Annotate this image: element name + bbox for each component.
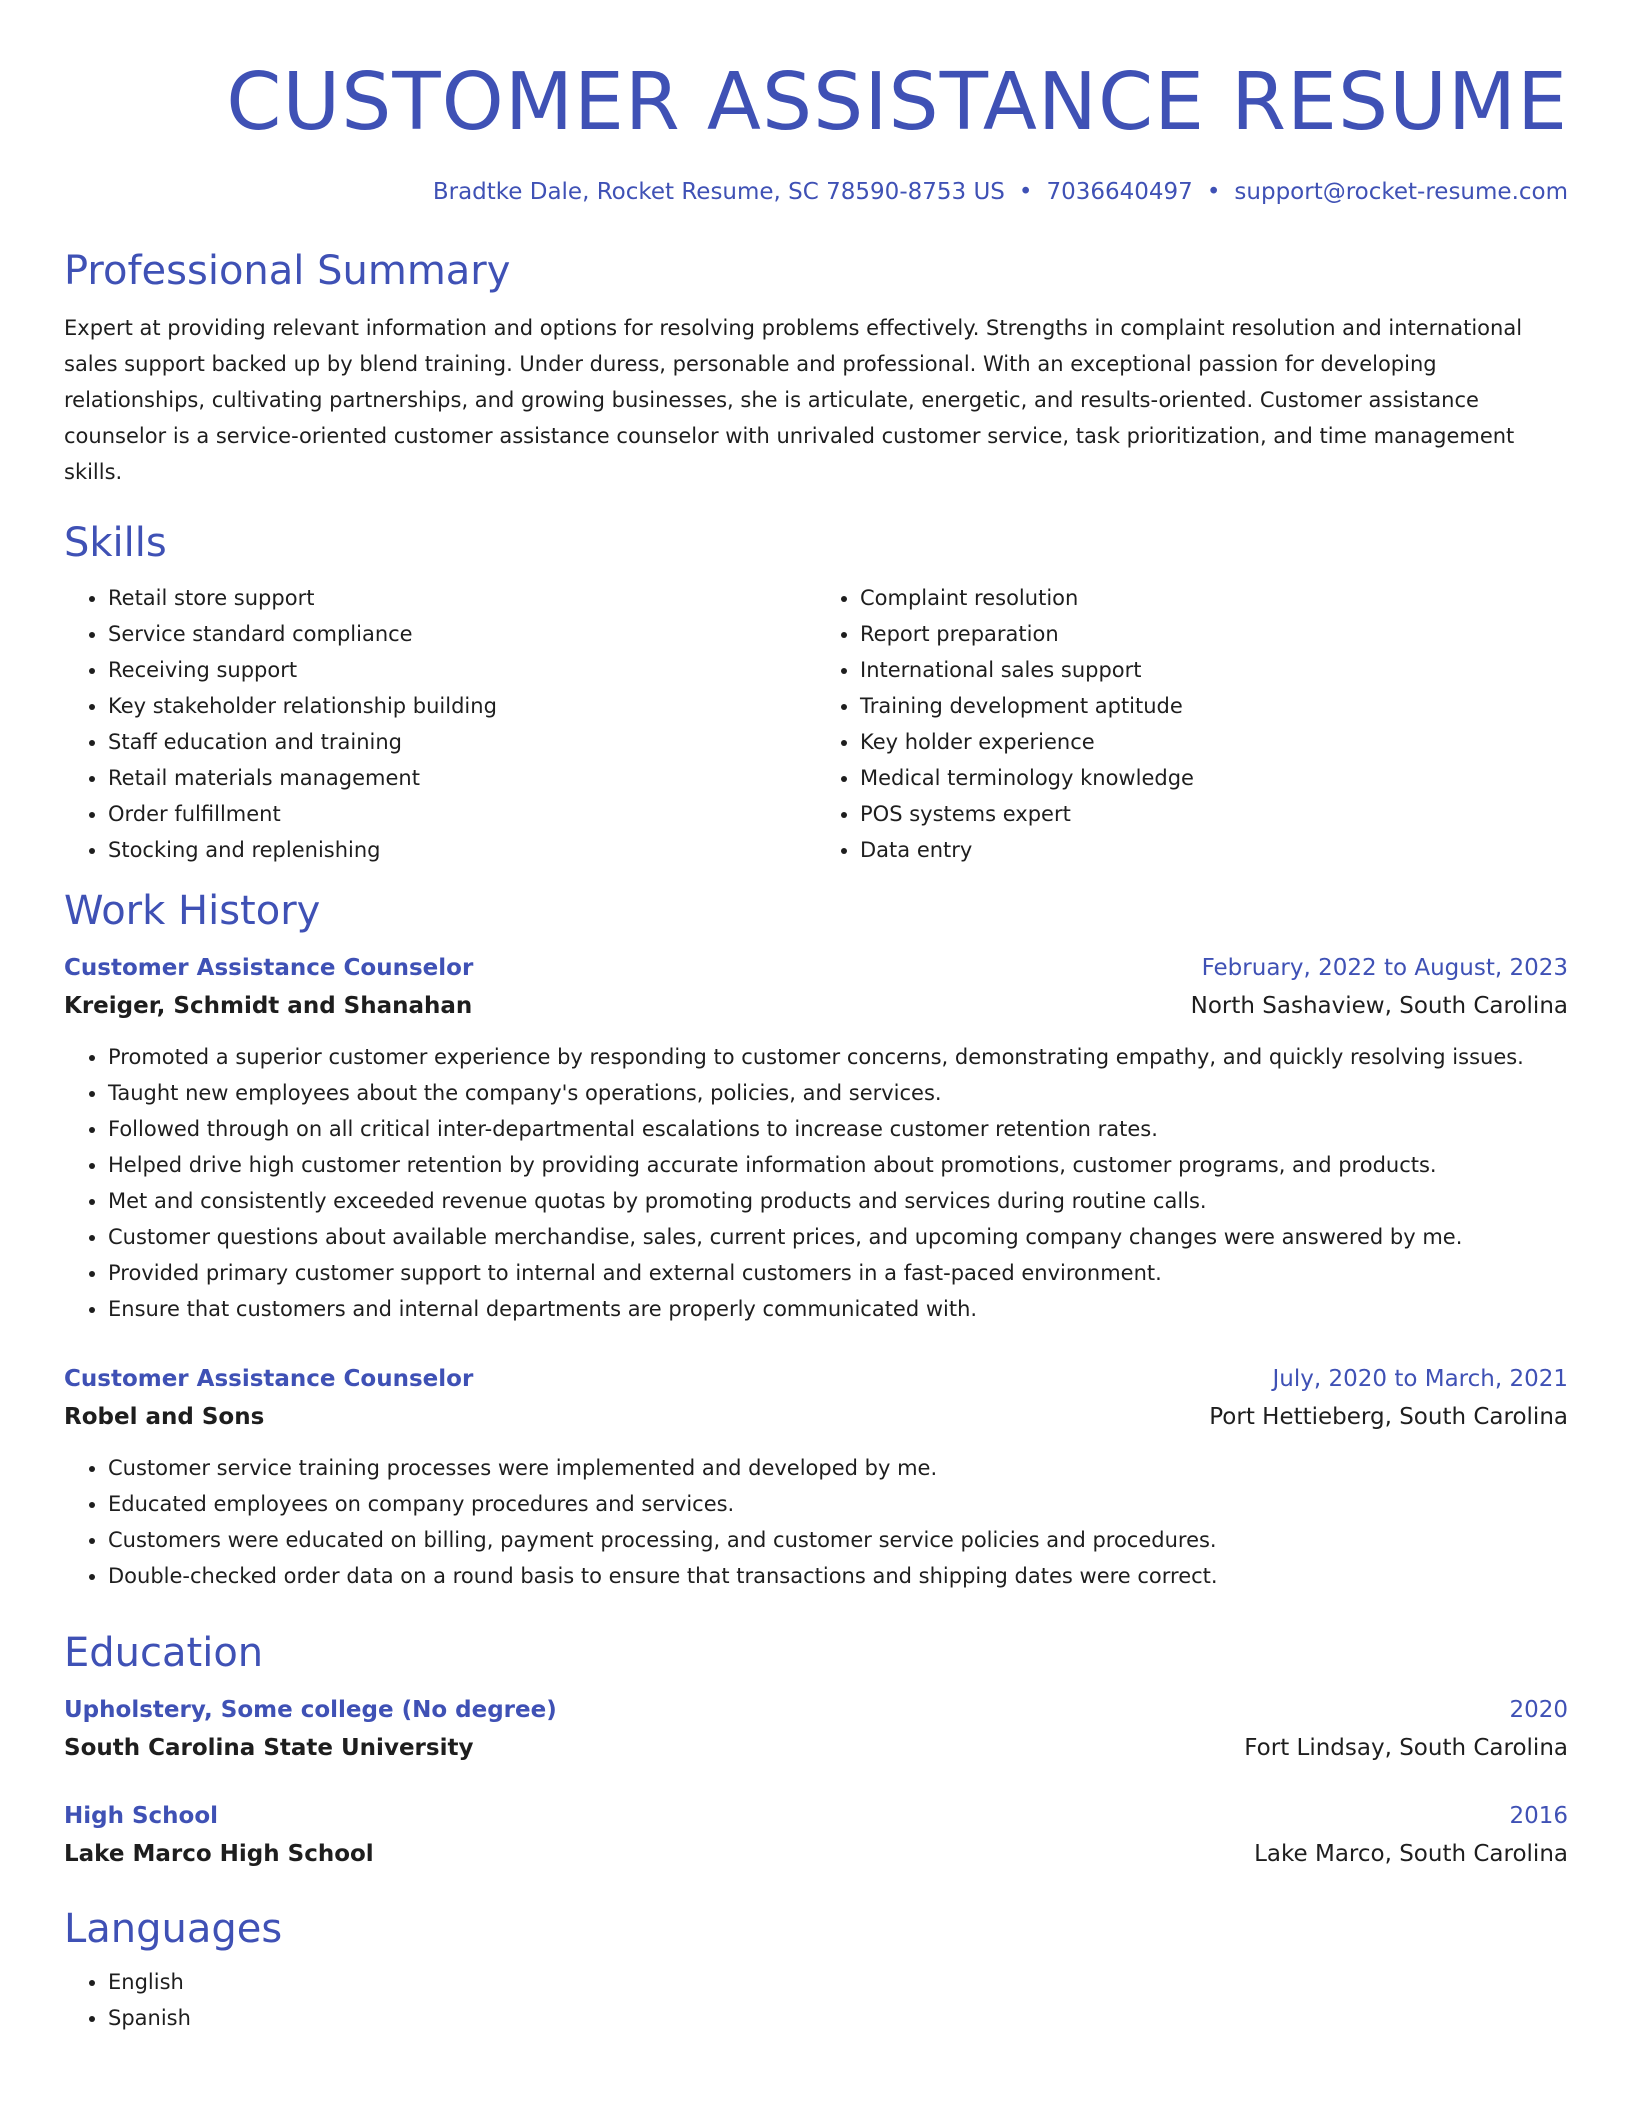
job-dates: July, 2020 to March, 2021 — [1272, 1366, 1568, 1392]
education-entry — [64, 1798, 1568, 1874]
job-subheader — [64, 1397, 1568, 1437]
job-bullet: • Helped drive high customer retention by providing accurate information about promotions, customer programs, and products. — [108, 1147, 1568, 1183]
skill-item: • Report preparation — [860, 616, 1568, 652]
job-bullets — [64, 1450, 1568, 1594]
contact-separator: • — [1018, 179, 1033, 205]
contact-email[interactable]: support@rocket-resume.com — [1234, 179, 1568, 205]
skills-heading: Skills — [64, 520, 167, 566]
job-subheader — [64, 986, 1568, 1026]
job-bullet: • Followed through on all critical inter-departmental escalations to increase customer retention rates. — [108, 1111, 1568, 1147]
education-location: Fort Lindsay, South Carolina — [1244, 1735, 1568, 1761]
job-bullet: • Met and consistently exceeded revenue quotas by promoting products and services during routine calls. — [108, 1183, 1568, 1219]
education-entry — [64, 1692, 1568, 1768]
skill-item: • Retail materials management — [108, 760, 816, 796]
education-header — [64, 1798, 1568, 1834]
job-bullet: • Promoted a superior customer experience by responding to customer concerns, demonstrating empathy, and quickly resolving issues. — [108, 1039, 1568, 1075]
job-bullet: • Customer questions about available merchandise, sales, current prices, and upcoming company changes were answered by me. — [108, 1219, 1568, 1255]
resume-title: CUSTOMER ASSISTANCE RESUME — [226, 56, 1568, 148]
skill-item: • Key stakeholder relationship building — [108, 688, 816, 724]
job-location: Port Hettieberg, South Carolina — [1209, 1404, 1568, 1430]
education-heading: Education — [64, 1630, 264, 1676]
skill-item: • Complaint resolution — [860, 580, 1568, 616]
languages-list — [64, 1964, 1568, 2036]
job-bullet: • Ensure that customers and internal departments are properly communicated with. — [108, 1291, 1568, 1327]
job-header — [64, 1361, 1568, 1397]
work-history-heading: Work History — [64, 888, 321, 934]
education-header — [64, 1692, 1568, 1728]
education-degree: High School — [64, 1803, 219, 1829]
language-item: • Spanish — [108, 2000, 1568, 2036]
skill-item: • Staff education and training — [108, 724, 816, 760]
job-bullet: • Customers were educated on billing, payment processing, and customer service policies and procedures. — [108, 1522, 1568, 1558]
job-entry — [64, 1361, 1568, 1594]
job-entry — [64, 950, 1568, 1327]
job-bullet: • Provided primary customer support to internal and external customers in a fast-paced environment. — [108, 1255, 1568, 1291]
job-company: Kreiger, Schmidt and Shanahan — [64, 993, 473, 1019]
job-location: North Sashaview, South Carolina — [1190, 993, 1568, 1019]
job-header — [64, 950, 1568, 986]
education-year: 2020 — [1509, 1697, 1568, 1723]
education-year: 2016 — [1509, 1803, 1568, 1829]
language-item: • English — [108, 1964, 1568, 2000]
skill-item: • Medical terminology knowledge — [860, 760, 1568, 796]
job-title: Customer Assistance Counselor — [64, 1366, 474, 1392]
job-company: Robel and Sons — [64, 1404, 265, 1430]
job-bullet: • Customer service training processes were implemented and developed by me. — [108, 1450, 1568, 1486]
skill-item: • Service standard compliance — [108, 616, 816, 652]
skill-item: • Training development aptitude — [860, 688, 1568, 724]
job-dates: February, 2022 to August, 2023 — [1201, 955, 1568, 981]
summary-text: Expert at providing relevant information and options for resolving problems effectively. Strengths in complaint resolution and international sales support backed up by blend training. Under duress, personable and professional. With an exceptional passion for developing relationships, cultivating partnerships, and growing businesses, she is articulate, energetic, and results-oriented. Customer assistance counselor is a service-oriented customer assistance counselor with unrivaled customer service, task prioritization, and time management skills. — [64, 316, 1523, 484]
skill-item: • Data entry — [860, 832, 1568, 868]
contact-separator: • — [1206, 179, 1221, 205]
skills-list-right — [816, 580, 1568, 868]
job-title: Customer Assistance Counselor — [64, 955, 474, 981]
skills-columns — [64, 580, 1568, 868]
skill-item: • International sales support — [860, 652, 1568, 688]
skill-item: • Order fulfillment — [108, 796, 816, 832]
contact-phone: 7036640497 — [1046, 179, 1193, 205]
job-bullets — [64, 1039, 1568, 1327]
job-bullet: • Taught new employees about the company's operations, policies, and services. — [108, 1075, 1568, 1111]
skill-item: • Retail store support — [108, 580, 816, 616]
summary-heading: Professional Summary — [64, 248, 511, 294]
education-subheader — [64, 1834, 1568, 1874]
job-bullet: • Educated employees on company procedures and services. — [108, 1486, 1568, 1522]
contact-line — [64, 176, 1568, 208]
skill-item: • Receiving support — [108, 652, 816, 688]
skill-item: • Key holder experience — [860, 724, 1568, 760]
skill-item: • POS systems expert — [860, 796, 1568, 832]
contact-address: Bradtke Dale, Rocket Resume, SC 78590-8753 US — [432, 179, 1005, 205]
skills-list-left — [64, 580, 816, 868]
resume-page — [64, 0, 1568, 2036]
education-school: South Carolina State University — [64, 1735, 474, 1761]
skill-item: • Stocking and replenishing — [108, 832, 816, 868]
education-degree: Upholstery, Some college (No degree) — [64, 1697, 557, 1723]
languages-heading: Languages — [64, 1906, 283, 1952]
education-subheader — [64, 1728, 1568, 1768]
education-location: Lake Marco, South Carolina — [1254, 1841, 1568, 1867]
job-bullet: • Double-checked order data on a round basis to ensure that transactions and shipping dates were correct. — [108, 1558, 1568, 1594]
education-school: Lake Marco High School — [64, 1841, 374, 1867]
